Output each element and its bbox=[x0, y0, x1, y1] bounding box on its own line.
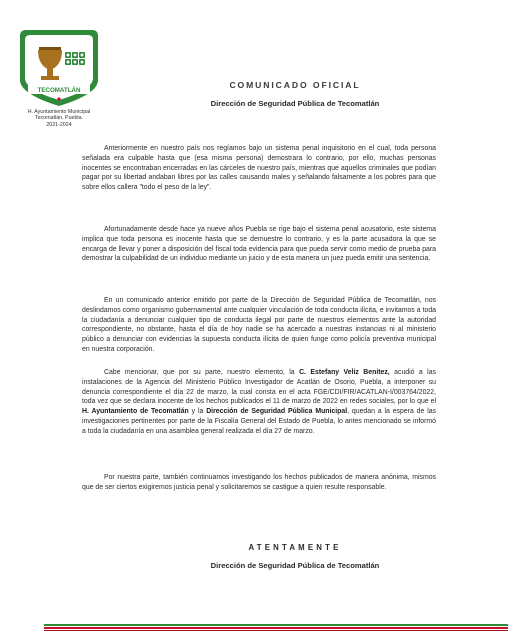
municipal-seal-icon bbox=[18, 28, 100, 108]
document-title: COMUNICADO OFICIAL bbox=[229, 80, 361, 90]
org-line: Tecomatlán, Puebla. bbox=[35, 115, 83, 122]
org-line: H. Ayuntamiento Municipal bbox=[27, 109, 91, 115]
signature-line: Dirección de Seguridad Pública de Tecomatlán bbox=[210, 561, 380, 570]
organization-name bbox=[0, 109, 118, 128]
document-subtitle: Dirección de Seguridad Pública de Tecomatlán bbox=[210, 99, 380, 108]
logo-text: TECOMATLÁN bbox=[37, 87, 81, 94]
paragraph-4-text: y la bbox=[188, 408, 207, 415]
closing-salutation: ATENTAMENTE bbox=[248, 543, 342, 552]
paragraph-4-text: , quedan a la espera de las investigaciones pertinentes por parte de la Fiscalía General del Estado de Puebla, lo antes mencionado se informó a toda la ciudadanía en una asamblea general realizada el día 27 de marzo. bbox=[82, 408, 437, 435]
paragraph-4 bbox=[82, 368, 436, 436]
paragraph-3: En un comunicado anterior emitido por parte de la Dirección de Seguridad Pública de Tecomatlán, nos deslindamos como organismo gubernamental ante cualquier vinculación de toda conducta ilícita, e invitamos a toda la ciudadanía a denunciar cualquier tipo de conducta ilegal por parte de nuestros elementos ante la autoridad correspondiente, no obstante, hasta el día de hoy nadie se ha acercado a nuestras instancias ni al ministerio público a denunciar con evidencias la supuesta conducta ilícita de quien funge como policía preventiva municipal en nuestra corporación. bbox=[82, 297, 436, 353]
ayuntamiento-name: H. Ayuntamiento de Tecomatlán bbox=[82, 408, 189, 415]
org-line: 2021-2024 bbox=[46, 121, 72, 128]
paragraph-2: Afortunadamente desde hace ya nueve años Puebla se rige bajo el sistema penal acusatorio, este sistema implica que toda persona es inocente hasta que se demuestre lo contrario, y es la parte acusadora la que se encarga de llevar y poner a disposición del fiscal toda evidencia para que pueda servir como medio de prueba para demostrar la culpabilidad de un individuo mediante un juicio y de esta manera un juez pueda emitir una sentencia. bbox=[82, 226, 436, 263]
officer-name: C. Estefany Veliz Benitez, bbox=[299, 369, 390, 376]
paragraph-4-text: Cabe mencionar, que por su parte, nuestro elemento, la bbox=[104, 369, 300, 376]
paragraph-4-text: acudió a las instalaciones de la Agencia del Ministerio Público Investigador de Acatlán de Osorio, Puebla, a interponer su denuncia correspondiente el día 22 de marzo, la cual consta en el acta FGE/CDI/FIR/ACATLAN-I/003764/2022, toda vez que se declara inocente de los hechos publicados el 11 de marzo de 2022 en redes sociales, por lo que el bbox=[82, 369, 436, 406]
paragraph-5: Por nuestra parte, también continuamos investigando los hechos publicados de manera anónima, mismos que de ser ciertos exigiremos justicia penal y solicitaremos se castigue a quien resulte responsable. bbox=[82, 474, 436, 491]
direction-name: Dirección de Seguridad Pública Municipal bbox=[206, 408, 348, 415]
paragraph-1: Anteriormente en nuestro país nos regíamos bajo un sistema penal inquisitorio en el cual, toda persona señalada era culpable hasta que (esa misma persona) demostrara lo contrario, por ello, muchas personas inocentes se encontraban encerradas en las cárceles de nuestro país, mientras que aquellos criminales que podían pagar por su libertad andaban libres por las calles causando males y señalando falsamente a los pobres para que sobre ellos callera "todo el peso de la ley". bbox=[82, 145, 436, 191]
footer-stripe-red-thin bbox=[44, 630, 508, 631]
municipal-logo bbox=[18, 28, 100, 108]
footer-stripe-red bbox=[44, 627, 508, 629]
